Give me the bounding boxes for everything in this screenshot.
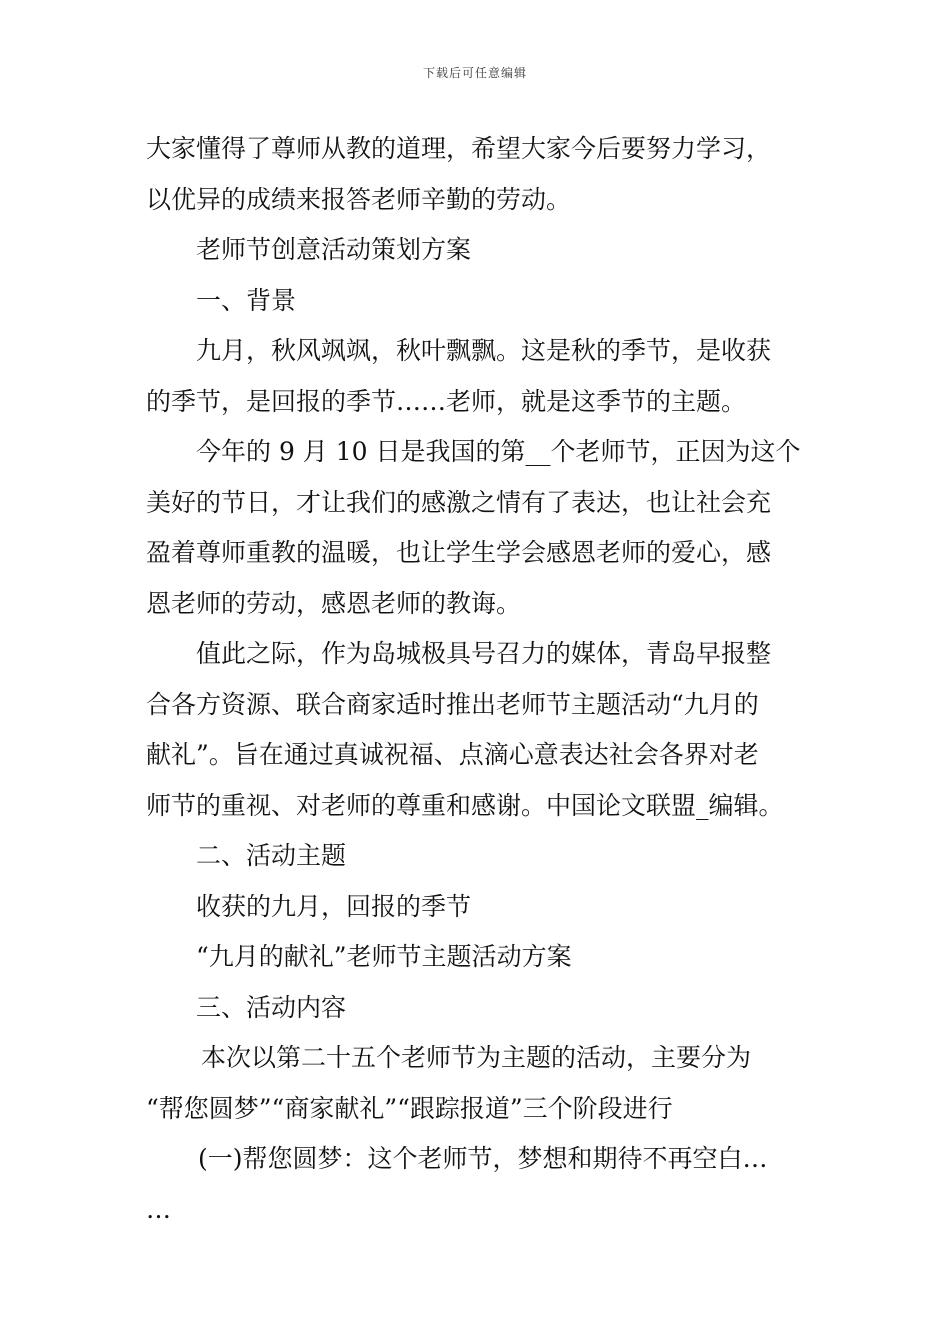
paragraph-line: 收获的九月，回报的季节 (196, 891, 472, 921)
paragraph-line: “帮您圆梦”“商家献礼”“跟踪报道”三个阶段进行 (146, 1093, 673, 1123)
paragraph-line: … (146, 1194, 171, 1224)
paragraph-line: “九月的献礼”老师节主题活动方案 (196, 942, 572, 971)
paragraph-line: (一)帮您圆梦：这个老师节，梦想和期待不再空白… (198, 1144, 768, 1173)
paragraph-line: 大家懂得了尊师从教的道理，希望大家今后要努力学习， (146, 134, 772, 163)
paragraph-line: 师节的重视、对老师的尊重和感谢。中国论文联盟_编辑。 (146, 790, 784, 820)
paragraph-line: 恩老师的劳动，感恩老师的教诲。 (146, 588, 522, 618)
paragraph-line: 今年的 9 月 10 日是我国的第__个老师节，正因为这个 (196, 437, 801, 466)
section-title: 老师节创意活动策划方案 (196, 235, 472, 264)
paragraph-line: 九月，秋风飒飒，秋叶飘飘。这是秋的季节，是收获 (196, 336, 772, 365)
paragraph-line: 本次以第二十五个老师节为主题的活动，主要分为 (201, 1043, 752, 1072)
section-heading: 一、背景 (196, 285, 297, 315)
paragraph-line: 以优异的成绩来报答老师辛勤的劳动。 (146, 184, 572, 214)
paragraph-line: 值此之际，作为岛城极具号召力的媒体，青岛早报整 (196, 639, 772, 668)
paragraph-line: 美好的节日，才让我们的感激之情有了表达，也让社会充 (146, 487, 772, 517)
section-heading: 三、活动内容 (196, 992, 347, 1022)
paragraph-line: 献礼”。旨在通过真诚祝福、点滴心意表达社会各界对老 (146, 740, 759, 769)
document-body (146, 124, 826, 1235)
section-heading: 二、活动主题 (196, 841, 347, 870)
paragraph-line: 合各方资源、联合商家适时推出老师节主题活动“九月的 (146, 689, 759, 719)
paragraph-line: 的季节，是回报的季节……老师，就是这季节的主题。 (146, 386, 747, 416)
paragraph-line: 盈着尊师重教的温暖，也让学生学会感恩老师的爱心，感 (146, 538, 772, 567)
page-header: 下载后可任意编辑 (422, 66, 527, 80)
